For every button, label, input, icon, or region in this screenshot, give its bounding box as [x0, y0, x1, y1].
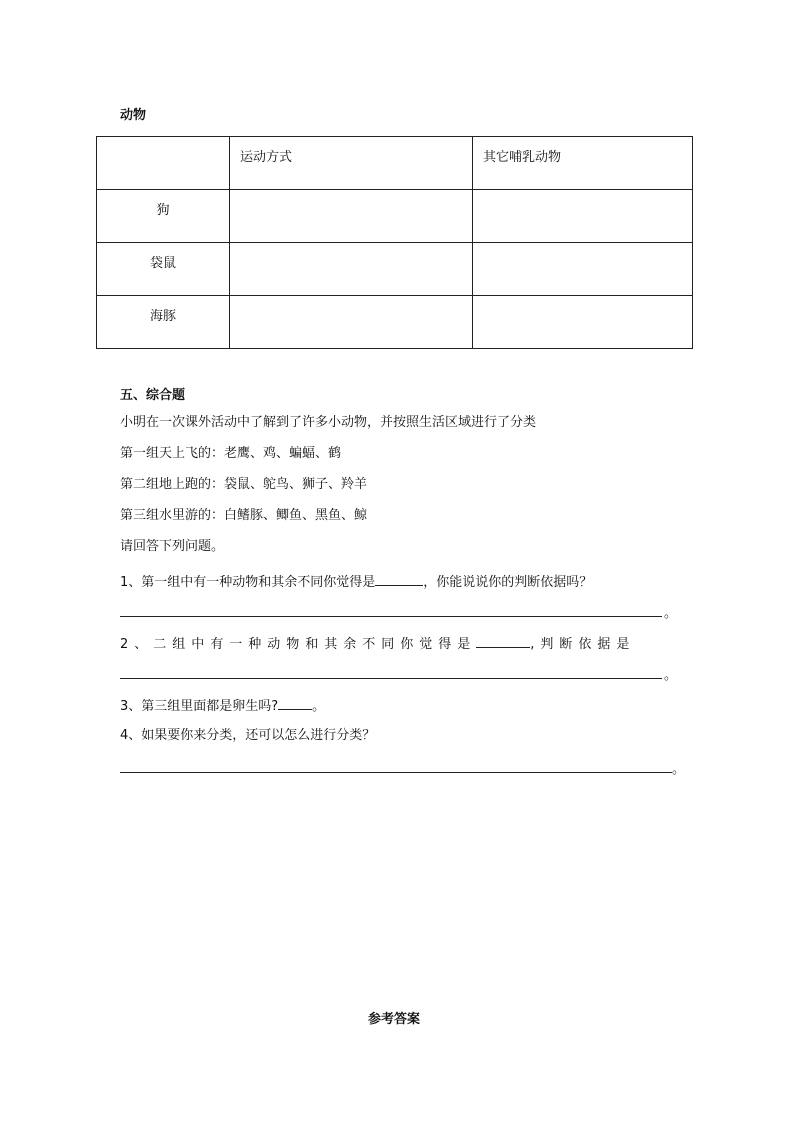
group-line: 第三组水里游的：白鳍豚、鲫鱼、黑鱼、鲸 — [120, 508, 368, 523]
table-cell[interactable] — [230, 296, 473, 349]
table-header-cell — [97, 137, 230, 190]
period-mark: 。 — [664, 606, 678, 621]
period-mark: 。 — [672, 762, 686, 777]
intro-text: 小明在一次课外活动中了解到了许多小动物，并按照生活区域进行了分类 — [120, 415, 537, 430]
table-header-cell: 其它哺乳动物 — [473, 137, 693, 190]
answers-heading: 参考答案 — [368, 1012, 421, 1027]
table-cell[interactable] — [473, 243, 693, 296]
prompt-text: 请回答下列问题。 — [120, 539, 225, 554]
answer-blank[interactable] — [375, 572, 423, 586]
question-4: 4、如果要你来分类，还可以怎么进行分类？ — [120, 728, 376, 743]
table-cell[interactable] — [230, 243, 473, 296]
question-1-followup: ，你能说说你的判断依据吗？ — [423, 575, 593, 590]
answer-line[interactable] — [120, 772, 672, 773]
section-heading-comprehensive: 五、综合题 — [120, 388, 186, 403]
answer-blank[interactable] — [278, 696, 312, 710]
answer-blank[interactable] — [476, 634, 530, 648]
table-row-label: 狗 — [97, 190, 230, 243]
section-heading-animals: 动物 — [120, 108, 147, 123]
question-3-text: 3、第三组里面都是卵生吗? — [120, 699, 279, 714]
answer-line[interactable] — [120, 616, 662, 617]
table-cell[interactable] — [473, 296, 693, 349]
table-cell[interactable] — [230, 190, 473, 243]
answer-line[interactable] — [120, 678, 662, 679]
table-row — [97, 243, 693, 296]
animal-table — [96, 136, 693, 349]
table-row — [97, 296, 693, 349]
period-mark: 。 — [664, 668, 678, 683]
group-line: 第二组地上跑的：袋鼠、鸵鸟、狮子、羚羊 — [120, 477, 368, 492]
question-1 — [120, 572, 592, 591]
group-line: 第一组天上飞的：老鹰、鸡、蝙蝠、鹤 — [120, 446, 342, 461]
question-3-period: 。 — [312, 699, 326, 714]
table-row-label: 袋鼠 — [97, 243, 230, 296]
question-2-text: 2、二组中有一种动物和其余不同你觉得是 — [120, 637, 477, 652]
table-row — [97, 190, 693, 243]
table-header-cell: 运动方式 — [230, 137, 473, 190]
table-cell[interactable] — [473, 190, 693, 243]
table-row-label: 海豚 — [97, 296, 230, 349]
table-header-row — [97, 137, 693, 190]
question-3 — [120, 696, 325, 715]
question-2 — [120, 634, 635, 653]
question-1-text: 1、第一组中有一种动物和其余不同你觉得是 — [120, 575, 376, 590]
question-2-followup: ,判断依据是 — [530, 637, 636, 652]
